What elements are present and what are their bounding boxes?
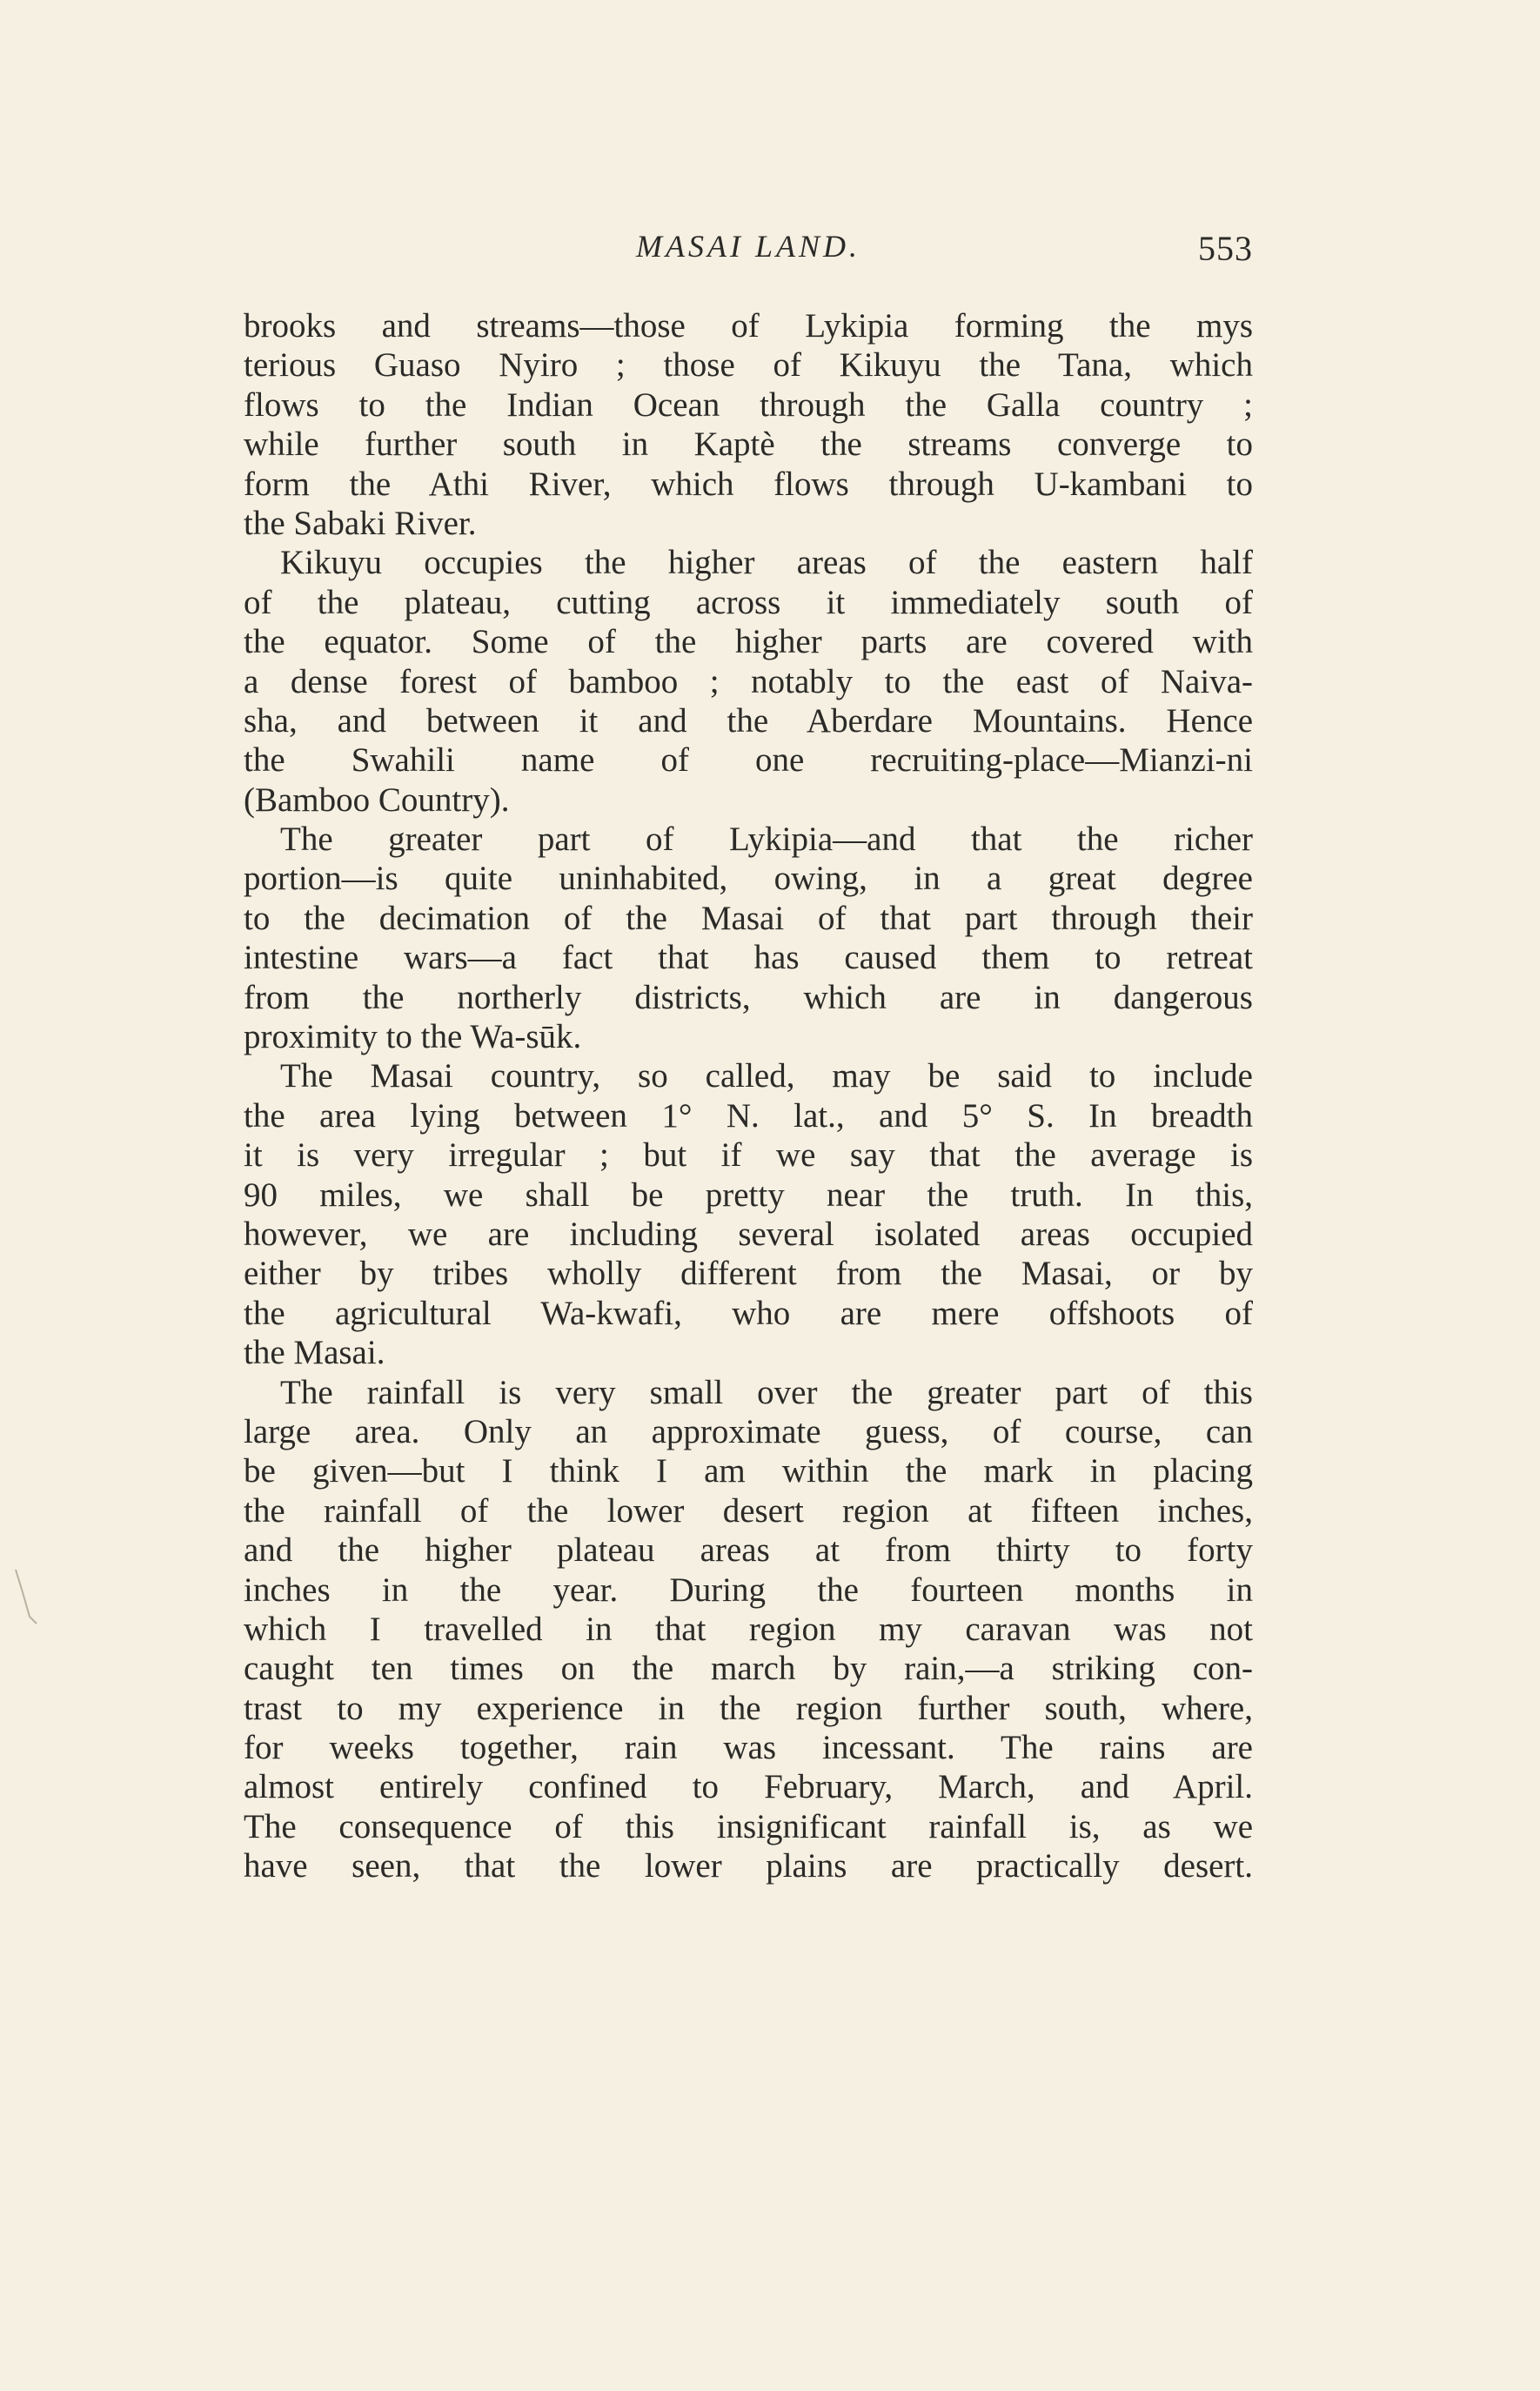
text-line: portion—is quite uninhabited, owing, in a great degree	[244, 860, 1253, 898]
text-line: 90 miles, we shall be pretty near the truth. In this,	[244, 1175, 1253, 1214]
text-line: (Bamboo Country).	[244, 780, 510, 819]
text-line: while further south in Kaptè the streams converge to	[244, 425, 1253, 464]
text-line: proximity to the Wa-sūk.	[244, 1018, 582, 1056]
text-line: the agricultural Wa-kwafi, who are mere offshoots of	[244, 1294, 1253, 1332]
text-line: The rainfall is very small over the greater part of this	[280, 1373, 1253, 1411]
text-line: the rainfall of the lower desert region at fifteen inches,	[244, 1491, 1253, 1530]
text-line: caught ten times on the march by rain,—a striking con-	[244, 1650, 1253, 1688]
text-line: a dense forest of bamboo ; notably to the east of Naiva-	[244, 662, 1253, 700]
text-line: the area lying between 1° N. lat., and 5° S. In breadth	[244, 1096, 1253, 1135]
text-line: to the decimation of the Masai of that part through their	[244, 899, 1253, 937]
paragraph	[244, 543, 1253, 820]
paragraph	[244, 1056, 1253, 1372]
paragraph	[244, 1373, 1253, 1886]
text-line: form the Athi River, which flows through U-kambani to	[244, 465, 1253, 503]
paragraph	[244, 820, 1253, 1056]
text-line: either by tribes wholly different from the Masai, or by	[244, 1255, 1253, 1293]
text-line: the Swahili name of one recruiting-place—Mianzi-ni	[244, 741, 1253, 780]
text-line: The consequence of this insignificant rainfall is, as we	[244, 1807, 1253, 1845]
text-line: terious Guaso Nyiro ; those of Kikuyu the Tana, which	[244, 346, 1253, 385]
text-line: have seen, that the lower plains are practically desert.	[244, 1847, 1253, 1885]
paragraph	[244, 306, 1253, 543]
text-line: almost entirely confined to February, March, and April.	[244, 1768, 1253, 1806]
text-line: sha, and between it and the Aberdare Mountains. Hence	[244, 701, 1253, 740]
running-title: MASAI LAND.	[636, 229, 860, 264]
text-line: of the plateau, cutting across it immediately south of	[244, 583, 1253, 621]
margin-pencil-mark	[10, 1566, 45, 1627]
text-line: The greater part of Lykipia—and that the richer	[280, 820, 1253, 859]
text-line: flows to the Indian Ocean through the Galla country ;	[244, 385, 1253, 424]
text-line: and the higher plateau areas at from thirty to forty	[244, 1531, 1253, 1570]
text-line: Kikuyu occupies the higher areas of the eastern half	[280, 544, 1253, 582]
text-line: intestine wars—a fact that has caused them to retreat	[244, 939, 1253, 977]
text-line: The Masai country, so called, may be said to include	[280, 1057, 1253, 1095]
text-line: which I travelled in that region my caravan was not	[244, 1610, 1253, 1648]
body-text	[244, 306, 1253, 1886]
text-line: the Sabaki River.	[244, 504, 477, 542]
text-line: it is very irregular ; but if we say that the average is	[244, 1136, 1253, 1175]
text-line: inches in the year. During the fourteen months in	[244, 1571, 1253, 1609]
running-head	[244, 228, 1253, 280]
text-line: the equator. Some of the higher parts are covered with	[244, 623, 1253, 661]
text-line: large area. Only an approximate guess, of course, can	[244, 1412, 1253, 1450]
text-line: brooks and streams—those of Lykipia forming the mys	[244, 307, 1253, 345]
text-line: for weeks together, rain was incessant. The rains are	[244, 1729, 1253, 1767]
page-number: 553	[1198, 229, 1253, 268]
text-line: trast to my experience in the region further south, where,	[244, 1689, 1253, 1727]
text-line: from the northerly districts, which are in dangerous	[244, 978, 1253, 1016]
text-line: be given—but I think I am within the mark in placing	[244, 1452, 1253, 1490]
text-line: the Masai.	[244, 1334, 385, 1372]
text-line: however, we are including several isolated areas occupied	[244, 1215, 1253, 1253]
